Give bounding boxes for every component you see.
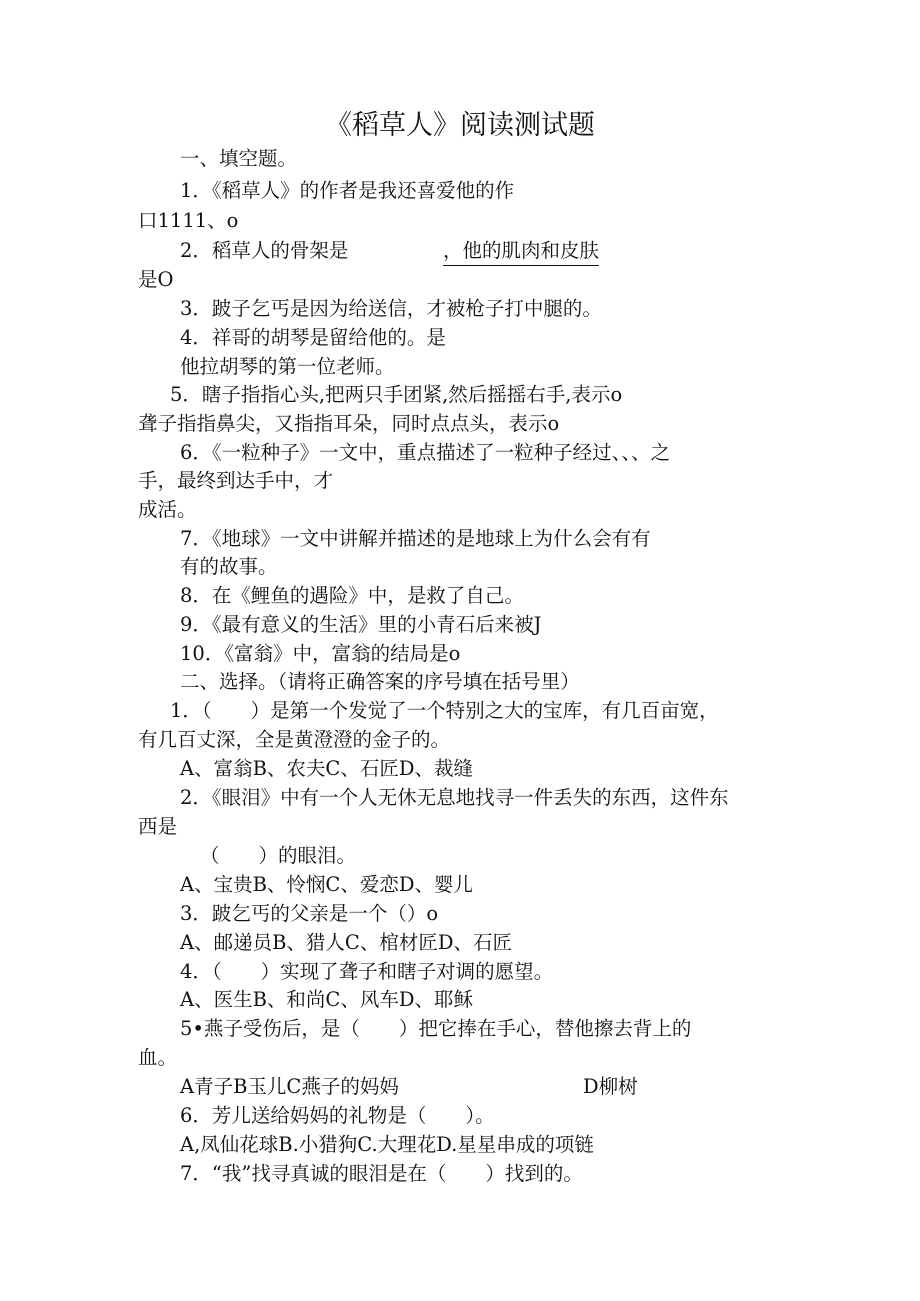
document-title: 《稻草人》阅读测试题 (325, 110, 595, 141)
question-line: 10．《富翁》中，富翁的结局是o (180, 642, 461, 665)
answer-options: A、邮递员B、猎人C、棺材匠D、石匠 (180, 931, 512, 954)
answer-options: A、医生B、和尚C、风车D、耶稣 (180, 988, 473, 1011)
question-line: 他拉胡琴的第一位老师。 (180, 355, 395, 378)
question-line: 是O (138, 268, 174, 291)
question-line: 5•燕子受伤后，是（ ）把它捧在手心，替他擦去背上的 (180, 1017, 692, 1040)
question-line: 有的故事。 (180, 555, 278, 578)
question-line: 口1111、o (138, 209, 239, 232)
question-line: 聋子指指鼻尖，又指指耳朵，同时点点头，表示o (138, 412, 560, 435)
answer-option-d: D柳树 (583, 1075, 638, 1098)
question-line: 成活。 (138, 498, 197, 521)
question-line: 2．稻草人的骨架是 (180, 239, 349, 262)
question-line: 1．《稻草人》的作者是我还喜爱他的作 (180, 179, 515, 202)
section-heading-choice: 二、选择。（请将正确答案的序号填在括号里） (180, 670, 580, 693)
question-line: 手，最终到达手中，才 (138, 469, 334, 492)
question-line: 有几百丈深，全是黄澄澄的金子的。 (138, 728, 451, 751)
answer-options: A、富翁B、农夫C、石匠D、裁缝 (180, 757, 473, 780)
question-line: 4．祥哥的胡琴是留给他的。是 (180, 326, 446, 349)
question-line: 6．《一粒种子》一文中，重点描述了一粒种子经过、、、之 (180, 441, 671, 464)
question-line: 7．《地球》一文中讲解并描述的是地球上为什么会有有 (180, 527, 651, 550)
question-line: （ ）的眼泪。 (200, 844, 357, 867)
question-line: 3．跛乞丐的父亲是一个（）o (180, 902, 439, 925)
question-line: 6．芳儿送给妈妈的礼物是（ ）。 (180, 1104, 495, 1127)
question-line: 3．跛子乞丐是因为给送信，才被枪子打中腿的。 (180, 297, 602, 320)
answer-options: A、宝贵B、怜悯C、爱恋D、婴儿 (180, 873, 473, 896)
section-heading-fill-blank: 一、填空题。 (180, 147, 298, 170)
answer-options: A,凤仙花球B.小猎狗C.大理花D.星星串成的项链 (180, 1133, 594, 1156)
question-line: 西是 (138, 815, 178, 838)
question-line: 血。 (138, 1046, 178, 1069)
question-line: 2．《眼泪》中有一个人无休无息地找寻一件丢失的东西，这件东 (180, 786, 729, 809)
question-line: ，他的肌肉和皮肤 (443, 237, 599, 266)
question-line: 1．（ ）是第一个发觉了一个特别之大的宝库，有几百亩宽， (170, 699, 719, 722)
question-line: 9．《最有意义的生活》里的小青石后来被J (180, 613, 542, 636)
question-line: 7．“我”找寻真诚的眼泪是在（ ）找到的。 (180, 1162, 583, 1185)
answer-options: A青子B玉儿C燕子的妈妈 (180, 1075, 399, 1098)
question-line: 5．瞎子指指心头,把两只手团紧,然后摇摇右手,表示o (170, 383, 623, 406)
question-line: 8．在《鲤鱼的遇险》中，是救了自己。 (180, 584, 524, 607)
question-line: 4．（ ）实现了聋子和瞎子对调的愿望。 (180, 960, 554, 983)
